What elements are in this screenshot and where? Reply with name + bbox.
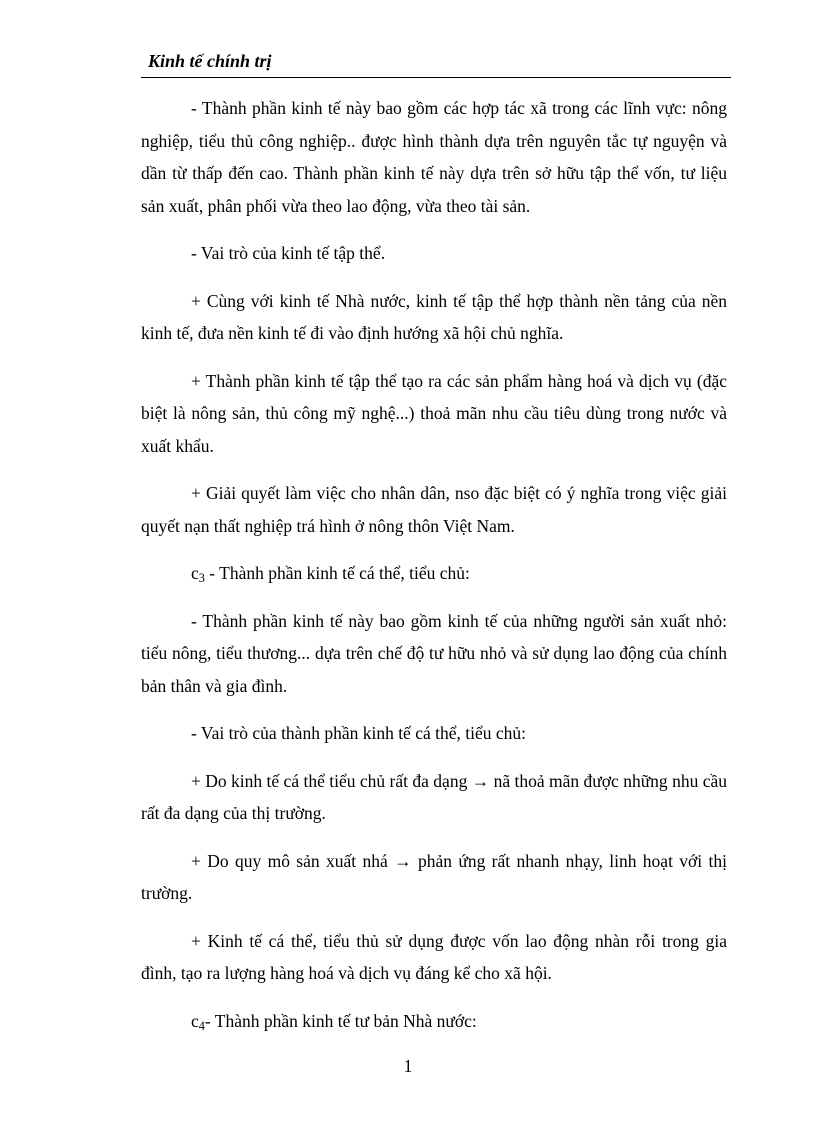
paragraph	[141, 237, 727, 270]
paragraph	[141, 477, 727, 542]
section-heading	[141, 1005, 727, 1038]
paragraph	[141, 765, 727, 830]
document-body	[141, 92, 727, 1052]
section-heading-text: - Thành phần kinh tế cá thể, tiểu chủ:	[204, 563, 470, 583]
paragraph	[141, 845, 727, 910]
header-title: Kinh tế chính trị	[148, 51, 272, 71]
paragraph	[141, 717, 727, 750]
paragraph-text: - Vai trò của thành phần kinh tế cá thể, tiểu chủ:	[191, 723, 526, 743]
paragraph-text: + Do kinh tế cá thể tiểu chủ rất đa dạng → nã thoả mãn được những nhu cầu rất đa dạng của thị trường.	[141, 770, 727, 823]
paragraph-text: + Giải quyết làm việc cho nhân dân, nso đặc biệt có ý nghĩa trong việc giải quyết nạn thất nghiệp trá hình ở nông thôn Việt Nam.	[141, 483, 727, 536]
section-letter: c	[191, 1010, 199, 1031]
paragraph	[141, 605, 727, 703]
section-subscript: 3	[198, 571, 205, 586]
paragraph-text: + Do quy mô sản xuất nhá → phản ứng rất nhanh nhạy, linh hoạt với thị trường.	[141, 850, 727, 903]
paragraph-text: - Thành phần kinh tế này bao gồm kinh tế của những người sản xuất nhỏ: tiểu nông, tiểu thương... dựa trên chế độ tư hữu nhỏ và sử dụng lao động của chính bản thân và gia đình.	[141, 610, 727, 696]
paragraph-text: + Thành phần kinh tế tập thể tạo ra các sản phẩm hàng hoá và dịch vụ (đặc biệt là nông sản, thủ công mỹ nghệ...) thoả mãn nhu cầu tiêu dùng trong nước và xuất khẩu.	[141, 370, 727, 456]
paragraph	[141, 285, 727, 350]
section-heading	[141, 557, 727, 590]
paragraph	[141, 92, 727, 222]
paragraph-text: - Vai trò của kinh tế tập thể.	[191, 243, 386, 263]
page-number: 1	[403, 1056, 413, 1076]
page-header	[141, 48, 731, 78]
paragraph-text: + Cùng với kinh tế Nhà nước, kinh tế tập thể hợp thành nền tảng của nền kinh tế, đưa nền kinh tế đi vào định hướng xã hội chủ nghĩa.	[141, 290, 727, 343]
paragraph	[141, 925, 727, 990]
section-letter: c	[191, 563, 199, 583]
section-subscript: 4	[198, 1018, 205, 1033]
paragraph	[141, 365, 727, 463]
paragraph-text: - Thành phần kinh tế này bao gồm các hợp tác xã trong các lĩnh vực: nông nghiệp, tiểu thủ công nghiệp.. được hình thành dựa trên nguyên tắc tự nguyện và dần từ thấp đến cao. Thành phần kinh tế này dựa trên sở hữu tập thể vốn, tư liệu sản xuất, phân phối vừa theo lao động, vừa theo tài sản.	[141, 98, 727, 216]
section-heading-text: - Thành phần kinh tế tư bản Nhà nước:	[204, 1010, 477, 1031]
paragraph-text: + Kinh tế cá thể, tiểu thủ sử dụng được vốn lao động nhàn rỗi trong gia đình, tạo ra lượng hàng hoá và dịch vụ đáng kể cho xã hội.	[141, 930, 727, 983]
